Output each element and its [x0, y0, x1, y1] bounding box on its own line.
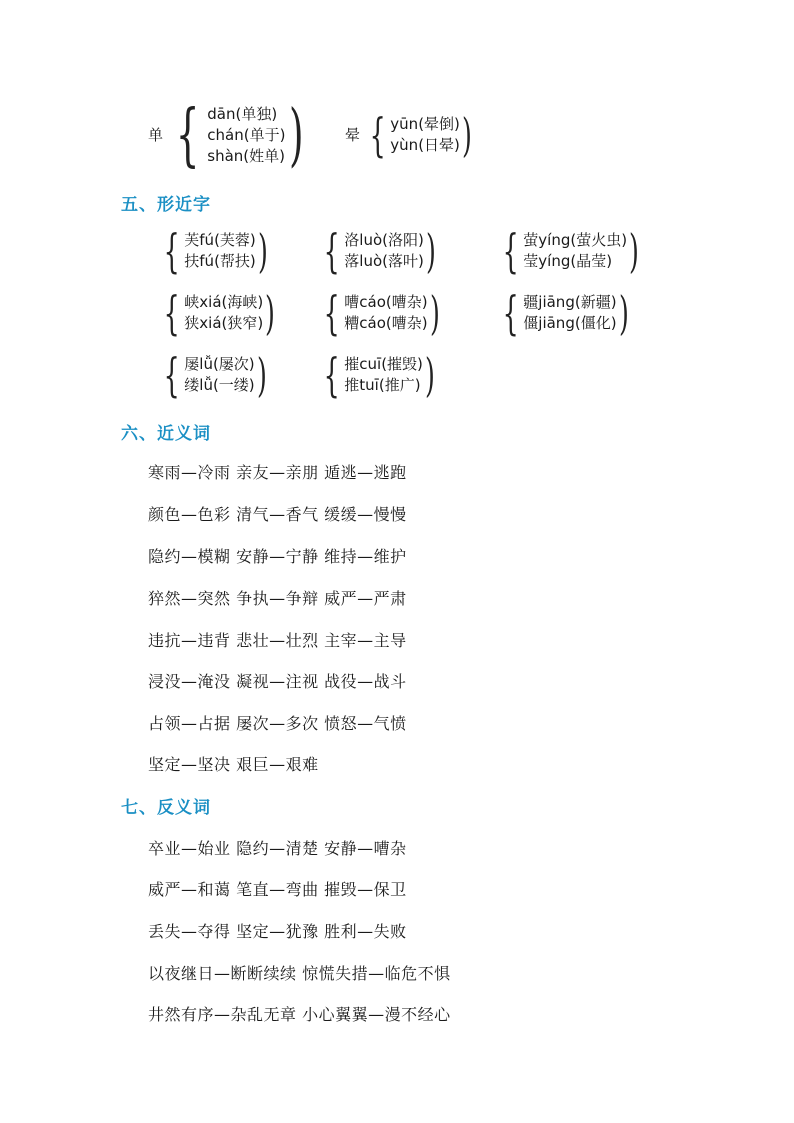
section-title-synonyms: 六、近义词 — [121, 424, 211, 444]
antonym-line: 丢失—夺得 坚定—犹豫 胜利—失败 — [148, 922, 407, 941]
similar-pair — [157, 347, 271, 402]
synonym-line: 坚定—坚决 艰巨—艰难 — [148, 755, 319, 774]
antonym-line: 井然有序—杂乱无章 小心翼翼—漫不经心 — [148, 1005, 451, 1024]
left-brace: { — [502, 223, 519, 278]
pair-item: 莹yíng(晶莹) — [523, 252, 613, 270]
similar-pair — [496, 285, 633, 340]
left-brace: { — [175, 96, 200, 175]
pair-item: 扶fú(帮扶) — [184, 252, 256, 270]
polyphone-items — [207, 104, 285, 167]
polyphone-item: shàn(姓单) — [207, 147, 286, 165]
polyphone-item: yūn(晕倒) — [390, 115, 460, 133]
synonym-line: 浸没—淹没 凝视—注视 战役—战斗 — [148, 672, 407, 691]
similar-pair — [496, 223, 643, 278]
left-brace: { — [163, 223, 180, 278]
right-paren: ) — [256, 347, 267, 402]
synonym-line: 占领—占据 屡次—多次 愤怒—气愤 — [148, 714, 407, 733]
right-paren: ) — [265, 285, 276, 340]
pair-item: 推tuī(推广) — [344, 376, 421, 394]
pair-item: 疆jiāng(新疆) — [523, 293, 617, 311]
right-paren: ) — [629, 223, 639, 278]
pair-item: 糟cáo(嘈杂) — [344, 314, 428, 332]
pair-item: 嘈cáo(嘈杂) — [344, 293, 428, 311]
similar-pair — [317, 347, 439, 402]
polyphone-head: 晕 — [345, 125, 361, 144]
left-brace: { — [323, 347, 340, 402]
similar-pair — [317, 285, 444, 340]
left-brace: { — [163, 285, 180, 340]
similar-pair — [317, 223, 440, 278]
left-brace: { — [323, 285, 340, 340]
similar-pair — [157, 285, 279, 340]
pair-item: 屡lǚ(屡次) — [184, 355, 255, 373]
right-paren: ) — [424, 347, 435, 402]
right-paren: ) — [461, 107, 472, 162]
pair-item: 芙fú(芙蓉) — [184, 231, 256, 249]
left-brace: { — [323, 223, 340, 278]
pair-item: 萤yíng(萤火虫) — [523, 231, 628, 249]
polyphone-items — [390, 114, 460, 156]
synonym-line: 寒雨—冷雨 亲友—亲朋 遁逃—逃跑 — [148, 463, 407, 482]
pair-item: 洛luò(洛阳) — [344, 231, 424, 249]
pair-item: 狭xiá(狭窄) — [184, 314, 264, 332]
right-paren: ) — [289, 96, 305, 175]
section-title-antonyms: 七、反义词 — [121, 798, 211, 818]
pair-item: 摧cuī(摧毁) — [344, 355, 423, 373]
section-title-similar-chars: 五、形近字 — [121, 195, 211, 215]
antonym-line: 卒业—始业 隐约—清楚 安静—嘈杂 — [148, 839, 407, 858]
right-paren: ) — [429, 285, 440, 340]
antonym-line: 威严—和蔼 笔直—弯曲 摧毁—保卫 — [148, 880, 407, 899]
synonym-line: 违抗—违背 悲壮—壮烈 主宰—主导 — [148, 631, 407, 650]
antonym-line: 以夜继日—断断续续 惊慌失措—临危不惧 — [148, 964, 451, 983]
synonym-line: 隐约—模糊 安静—宁静 维持—维护 — [148, 547, 407, 566]
polyphone-head: 单 — [148, 126, 164, 144]
right-paren: ) — [257, 223, 268, 278]
polyphone-item: dān(单独) — [207, 105, 278, 123]
polyphone-item: chán(单于) — [207, 126, 286, 144]
pair-item: 落luò(落叶) — [344, 252, 424, 270]
similar-pair — [157, 223, 272, 278]
polyphone-group-dan — [148, 96, 310, 175]
right-paren: ) — [618, 285, 629, 340]
left-brace: { — [163, 347, 180, 402]
left-brace: { — [502, 285, 519, 340]
polyphone-item: yùn(日晕) — [390, 136, 460, 154]
synonym-line: 颜色—色彩 清气—香气 缓缓—慢慢 — [148, 505, 407, 524]
left-brace: { — [369, 107, 386, 162]
synonym-line: 猝然—突然 争执—争辩 威严—严肃 — [148, 589, 407, 608]
pair-item: 缕lǚ(一缕) — [184, 376, 255, 394]
pair-item: 峡xiá(海峡) — [184, 293, 264, 311]
pair-item: 僵jiāng(僵化) — [523, 314, 617, 332]
polyphone-group-yun — [345, 107, 476, 162]
right-paren: ) — [425, 223, 436, 278]
